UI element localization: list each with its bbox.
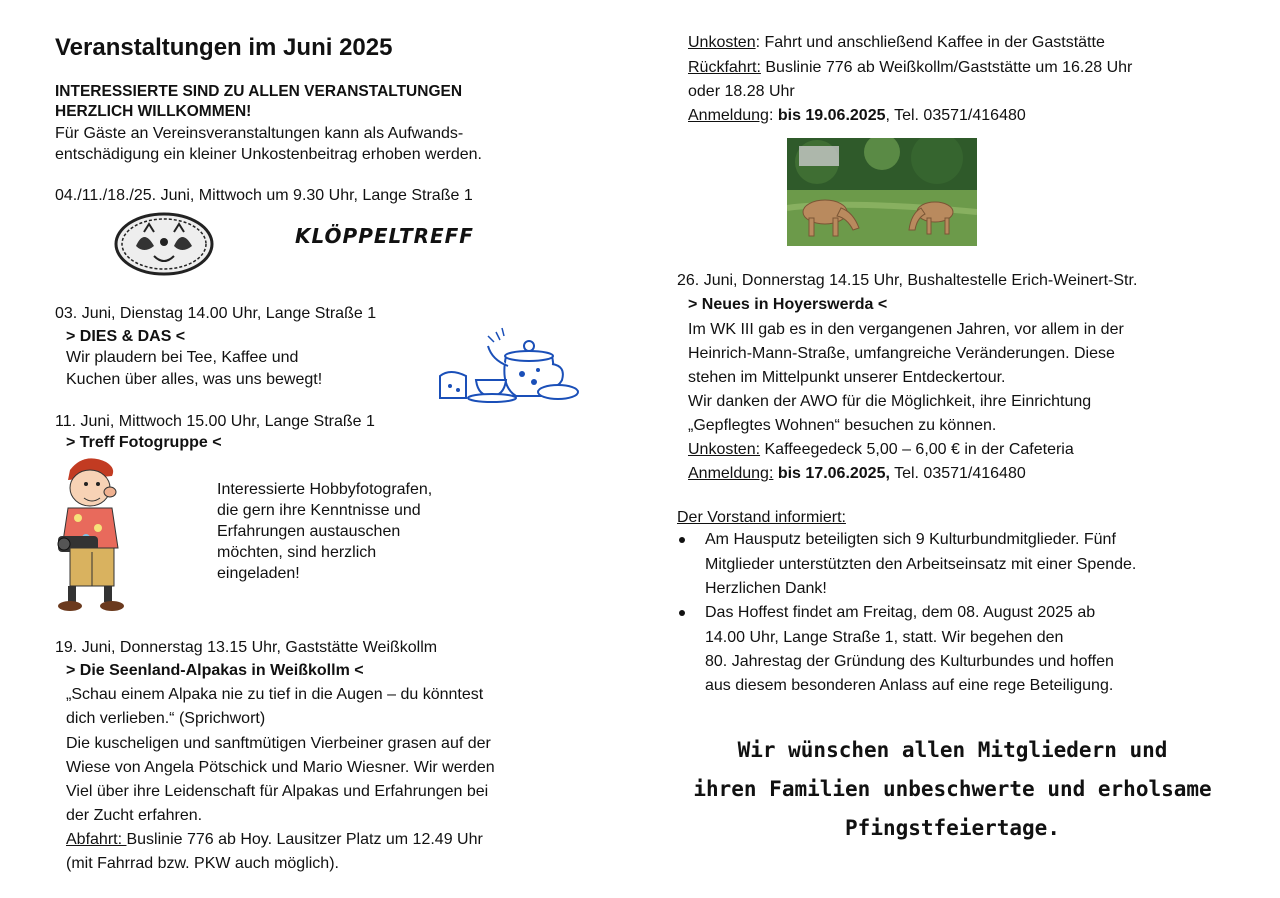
anmeldung-sep: :: [768, 107, 778, 124]
event-alpaka-abfahrt: [66, 830, 483, 850]
alpaka-anmeldung: [688, 106, 1026, 126]
event-alpaka-text-8: (mit Fahrrad bzw. PKW auch möglich).: [66, 855, 339, 872]
bullet-1: [679, 537, 685, 543]
event-hoyerswerda-text-1: Im WK III gab es in den vergangenen Jahren, vor allem in der: [688, 321, 1124, 338]
abfahrt-text: Buslinie 776 ab Hoy. Lausitzer Platz um 12.49 Uhr: [126, 831, 483, 848]
event-alpaka-text-5: Viel über ihre Leidenschaft für Alpakas und Erfahrungen bei: [66, 783, 489, 800]
event-foto-text-5: eingeladen!: [217, 565, 300, 582]
lace-doily-image: [114, 212, 214, 276]
event-hoyerswerda-text-4: Wir danken der AWO für die Möglichkeit, ihre Einrichtung: [688, 393, 1092, 410]
rueckfahrt-text: Buslinie 776 ab Weißkollm/Gaststätte um 16.28 Uhr: [760, 59, 1133, 76]
abfahrt-label: Abfahrt:: [66, 831, 127, 848]
vorstand-item-2-line-1: Das Hoffest findet am Freitag, dem 08. August 2025 ab: [705, 604, 1096, 621]
event-hoyerswerda-date: 26. Juni, Donnerstag 14.15 Uhr, Bushaltestelle Erich-Weinert-Str.: [677, 272, 1138, 289]
event-hoyerswerda-anmeldung: [688, 464, 1026, 484]
anmeldung-tel: , Tel. 03571/416480: [885, 107, 1026, 124]
photographer-cartoon-image: [56, 452, 134, 612]
vorstand-item-1-line-2: Mitglieder unterstützten den Arbeitseinsatz mit einer Spende.: [705, 556, 1137, 573]
event-alpaka-text-3: Die kuscheligen und sanftmütigen Vierbeiner grasen auf der: [66, 735, 491, 752]
event-alpaka-date: 19. Juni, Donnerstag 13.15 Uhr, Gaststätte Weißkollm: [55, 639, 438, 656]
hoy-anmeldung-tel: Tel. 03571/416480: [889, 465, 1026, 482]
alpaka-unkosten: [688, 33, 1105, 53]
vorstand-item-1-line-1: Am Hausputz beteiligten sich 9 Kulturbundmitglieder. Fünf: [705, 531, 1116, 548]
intro-line-1: Für Gäste an Vereinsveranstaltungen kann als Aufwands-: [55, 125, 464, 142]
anmeldung-deadline: bis 19.06.2025: [777, 107, 886, 124]
event-foto-text-2: die gern ihre Kenntnisse und: [217, 502, 421, 519]
event-kloeppel-date: 04./11./18./25. Juni, Mittwoch um 9.30 Uhr, Lange Straße 1: [55, 187, 473, 204]
event-hoyerswerda-text-2: Heinrich-Mann-Straße, umfangreiche Veränderungen. Diese: [688, 345, 1115, 362]
event-dies-das-text-2: Kuchen über alles, was uns bewegt!: [66, 371, 323, 388]
hoy-anmeldung-label: Anmeldung:: [688, 465, 774, 482]
greeting-line-1: Wir wünschen allen Mitgliedern und: [737, 738, 1168, 762]
hoy-anmeldung-deadline: bis 17.06.2025,: [773, 465, 890, 482]
unkosten-label: Unkosten: [688, 34, 756, 51]
event-foto-text-1: Interessierte Hobbyfotografen,: [217, 481, 433, 498]
event-hoyerswerda-title: > Neues in Hoyerswerda <: [688, 296, 888, 313]
vorstand-item-2-line-3: 80. Jahrestag der Gründung des Kulturbundes und hoffen: [705, 653, 1114, 670]
event-dies-das-date: 03. Juni, Dienstag 14.00 Uhr, Lange Straße 1: [55, 305, 377, 322]
vorstand-heading: Der Vorstand informiert:: [677, 509, 846, 526]
kloeppeltreff-heading: KLÖPPELTREFF: [295, 224, 474, 248]
event-hoyerswerda-unkosten: [688, 440, 1074, 460]
intro-bold-1: INTERESSIERTE SIND ZU ALLEN VERANSTALTUNGEN: [55, 83, 463, 100]
event-foto-text-4: möchten, sind herzlich: [217, 544, 377, 561]
event-alpaka-text-4: Wiese von Angela Pötschick und Mario Wiesner. Wir werden: [66, 759, 495, 776]
event-alpaka-title: > Die Seenland-Alpakas in Weißkollm <: [66, 662, 364, 679]
intro-line-2: entschädigung ein kleiner Unkostenbeitrag erhoben werden.: [55, 146, 482, 163]
event-hoyerswerda-text-5: „Gepflegtes Wohnen“ besuchen zu können.: [688, 417, 997, 434]
vorstand-item-1-line-3: Herzlichen Dank!: [705, 580, 827, 597]
alpaka-rueckfahrt-2: oder 18.28 Uhr: [688, 83, 795, 100]
teapot-image: [436, 326, 582, 404]
hoy-unkosten-label: Unkosten:: [688, 441, 761, 458]
event-alpaka-text-1: „Schau einem Alpaka nie zu tief in die Augen – du könntest: [66, 686, 484, 703]
bullet-2: [679, 610, 685, 616]
alpacas-photo: [787, 138, 977, 246]
event-hoyerswerda-text-3: stehen im Mittelpunkt unserer Entdeckertour.: [688, 369, 1006, 386]
alpaka-rueckfahrt: [688, 58, 1132, 78]
event-foto-text-3: Erfahrungen austauschen: [217, 523, 401, 540]
unkosten-text: : Fahrt und anschließend Kaffee in der Gaststätte: [755, 34, 1105, 51]
intro-bold-2: HERZLICH WILLKOMMEN!: [55, 103, 252, 120]
page-title: Veranstaltungen im Juni 2025: [55, 34, 393, 61]
greeting-line-2: ihren Familien unbeschwerte und erholsame: [693, 777, 1212, 801]
greeting-line-3: Pfingstfeiertage.: [845, 816, 1060, 840]
event-foto-title: > Treff Fotogruppe <: [66, 434, 222, 451]
vorstand-item-2-line-4: aus diesem besonderen Anlass auf eine rege Beteiligung.: [705, 677, 1114, 694]
event-dies-das-text-1: Wir plaudern bei Tee, Kaffee und: [66, 349, 299, 366]
event-alpaka-text-2: dich verlieben.“ (Sprichwort): [66, 710, 266, 727]
event-alpaka-text-6: der Zucht erfahren.: [66, 807, 203, 824]
rueckfahrt-label: Rückfahrt:: [688, 59, 761, 76]
anmeldung-label: Anmeldung: [688, 107, 769, 124]
hoy-unkosten-text: Kaffeegedeck 5,00 – 6,00 € in der Cafeteria: [760, 441, 1074, 458]
vorstand-item-2-line-2: 14.00 Uhr, Lange Straße 1, statt. Wir begehen den: [705, 629, 1064, 646]
event-foto-date: 11. Juni, Mittwoch 15.00 Uhr, Lange Straße 1: [55, 413, 375, 430]
event-dies-das-title: > DIES & DAS <: [66, 328, 186, 345]
